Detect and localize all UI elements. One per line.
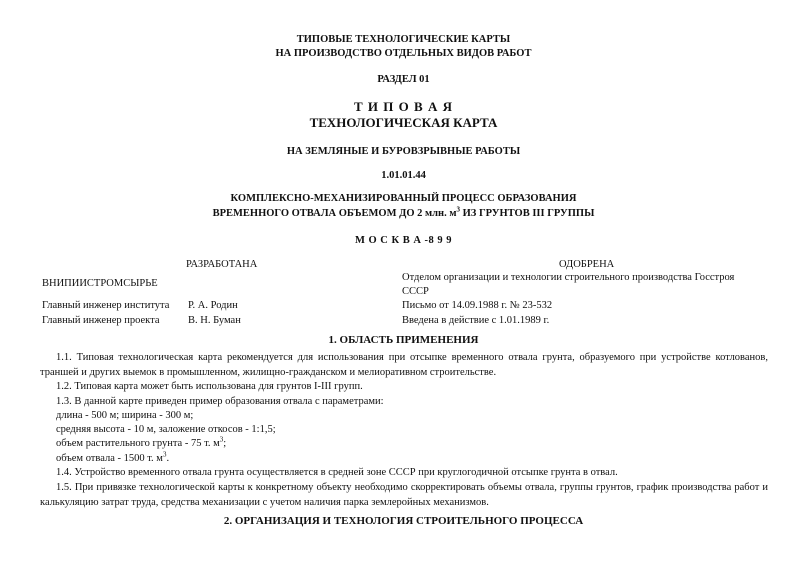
developer-name-1: Р. А. Родин xyxy=(188,300,238,311)
approver-org-line2: СССР xyxy=(402,286,429,297)
developer-role-1: Главный инженер института xyxy=(42,300,170,311)
param-topsoil-volume: объем растительного грунта - 75 т. $м^3$; xyxy=(56,435,227,449)
section-label: РАЗДЕЛ 01 xyxy=(377,74,430,85)
param-length-width: длина - 500 м; ширина - 300 м; xyxy=(56,410,194,421)
developer-role-2: Главный инженер проекта xyxy=(42,315,160,326)
works-label: НА ЗЕМЛЯНЫЕ И БУРОВЗРЫВНЫЕ РАБОТЫ xyxy=(286,146,521,157)
series-title-line1: ТИПОВЫЕ ТЕХНОЛОГИЧЕСКИЕ КАРТЫ xyxy=(296,34,511,45)
typical-label: Т И П О В А Я xyxy=(354,99,453,114)
section-1-heading: 1. ОБЛАСТЬ ПРИМЕНЕНИЯ xyxy=(328,334,479,346)
approved-heading: ОДОБРЕНА xyxy=(559,259,615,270)
developer-name-2: В. Н. Буман xyxy=(188,315,241,326)
card-label: ТЕХНОЛОГИЧЕСКАЯ КАРТА xyxy=(309,115,498,130)
approver-org-line1: Отделом организации и технологии строительного производства Госстроя xyxy=(402,272,735,283)
param-height-slope: средняя высота - 10 м, заложение откосов - 1:1,5; xyxy=(56,424,276,435)
document-title-line1: КОМПЛЕКСНО-МЕХАНИЗИРОВАННЫЙ ПРОЦЕСС ОБРАЗОВАНИЯ xyxy=(230,193,577,204)
approval-letter: Письмо от 14.09.1988 г. № 23-532 xyxy=(402,300,553,311)
city-year: М О С К В А -8 9 9 xyxy=(354,235,453,246)
developer-org: ВНИПИИСТРОМСЫРЬЕ xyxy=(42,278,158,289)
effective-date: Введена в действие с 1.01.1989 г. xyxy=(402,315,550,326)
document-title-line2: ВРЕМЕННОГО ОТВАЛА ОБЪЕМОМ ДО 2 млн. $м^3$ ИЗ ГРУНТОВ III ГРУППЫ xyxy=(212,205,595,219)
paragraph-1-3: 1.3. В данной карте приведен пример образования отвала с параметрами: xyxy=(56,396,384,407)
series-title-line2: НА ПРОИЗВОДСТВО ОТДЕЛЬНЫХ ВИДОВ РАБОТ xyxy=(275,48,532,59)
paragraph-1-5: 1.5. При привязке технологической карты к конкретному объекту необходимо скорректировать объемы отвала, группы грунтов, график производства работ и калькуляцию затрат труда, средства механизации с учетом наличия парка землеройных механизмов. xyxy=(40,482,768,508)
paragraph-1-2: 1.2. Типовая карта может быть использована для грунтов I-III групп. xyxy=(56,381,363,392)
developed-heading: РАЗРАБОТАНА xyxy=(186,259,258,270)
paragraph-1-4: 1.4. Устройство временного отвала грунта осуществляется в средней зоне СССР при круглогодичной отсыпке грунта в отвал. xyxy=(56,467,618,478)
param-dump-volume: объем отвала - 1500 т. $м^3$. xyxy=(56,450,170,464)
card-code: 1.01.01.44 xyxy=(381,170,426,181)
paragraph-1-1: 1.1. Типовая технологическая карта рекомендуется для использования при отсыпке временного отвала грунта, образуемого при устройстве котлованов, траншей и других выемок в промышленном, жилищно-гражданском и мелиоративном строительстве. xyxy=(40,352,768,378)
section-2-heading: 2. ОРГАНИЗАЦИЯ И ТЕХНОЛОГИЯ СТРОИТЕЛЬНОГО ПРОЦЕССА xyxy=(223,515,584,527)
